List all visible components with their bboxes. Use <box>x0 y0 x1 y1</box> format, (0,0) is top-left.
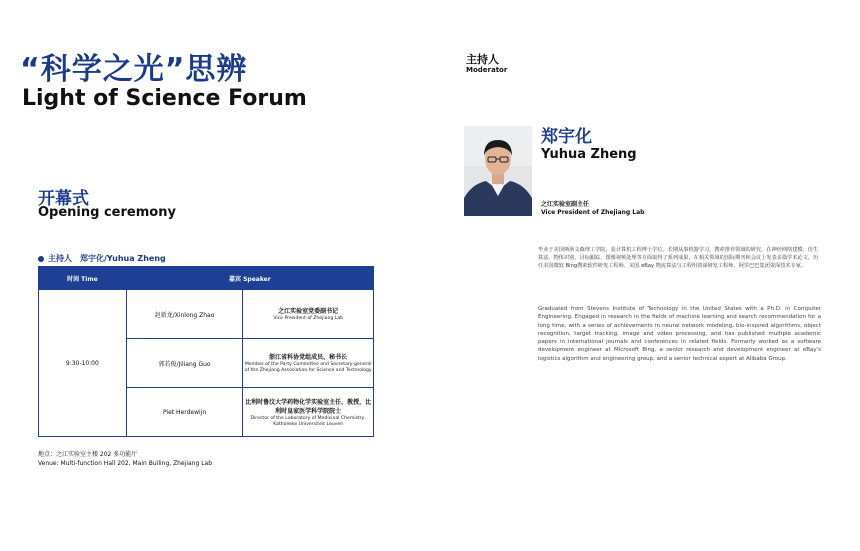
bullet-icon <box>38 256 44 262</box>
speaker-role-cn: 浙江省科协党组成员、秘书长 <box>269 354 348 362</box>
venue-cn: 地点：之江实验室主楼 202 多功能厅 <box>38 451 138 458</box>
portrait-image <box>464 126 532 216</box>
table-row <box>39 290 374 339</box>
schedule-table <box>38 266 374 437</box>
speaker-role-en: Vice President of Zhejiang Lab <box>273 316 344 322</box>
moderator-position-cn: 之江实验室副主任 <box>541 201 590 208</box>
opening-title-en: Opening ceremony <box>38 205 176 220</box>
moderator-name-en: Yuhua Zheng <box>541 147 637 162</box>
speaker-name: 郭若俊/Jiliang Guo <box>126 339 243 388</box>
moderator-name-cn: 郑宇化 <box>541 127 592 147</box>
speaker-role <box>243 339 374 388</box>
moderator-label-en: Moderator <box>466 66 508 74</box>
speaker-name: Piet Herdewijn <box>126 388 243 437</box>
moderator-position-en: Vice President of Zhejiang Lab <box>541 209 645 216</box>
schedule-header-row <box>39 267 374 290</box>
moderator-bio-en: Graduated from Stevens Institute of Technology in the United States with a Ph.D. in Computer Engineering. Engaged in research in the fields of machine learning and search recommendation for a long time, with a series of achievements in neural network modeling, bio-inspired algorithms, object recognition, target tracking, image and video processing, and has published multiple academic papers in international journals and conferences in related fields. Formerly worked as a software development engineer at Microsoft Bing, a senior research and development engineer at eBay's logistics algorithm and engineering group, and a senior technical expert at Alibaba Group. <box>538 306 821 362</box>
forum-title-cn: “科学之光”思辨 <box>20 52 248 87</box>
venue <box>38 451 212 468</box>
speaker-role-en: Director of the Laboratory of Medicinal Chemistry, Katholieke Universiteit Leuven <box>250 415 366 427</box>
opening-host <box>38 253 166 264</box>
moderator-bio-cn: 毕业于美国斯蒂文森理工学院，获计算机工程博士学位。长期从事机器学习、搜索推荐领域的研究，在神经网络建模、仿生算法、物体识别、目标跟踪、图像视频处理等方面取得了系列成果，在相关领域的国际期刊和会议上发表多篇学术论文。历任美国微软 Bing搜索软件研发工程师、美国 eBay 物流算法与工程组资深研发工程师、阿里巴巴集团资深技术专家。 <box>538 247 819 270</box>
speaker-name: 赵新龙/Xinlong Zhao <box>126 290 243 339</box>
speaker-role <box>243 388 374 437</box>
speaker-role <box>243 290 374 339</box>
moderator-label-cn: 主持人 <box>466 53 499 66</box>
opening-title-cn: 开幕式 <box>38 189 89 209</box>
col-speaker-header: 嘉宾 Speaker <box>126 267 373 290</box>
time-cell: 9:30-10:00 <box>39 290 127 437</box>
speaker-role-cn: 比利时鲁汶大学药物化学实验室主任、教授，比利时皇家医学科学院院士 <box>245 398 372 415</box>
opening-host-label: 主持人 郑宇化/Yuhua Zheng <box>48 254 166 263</box>
speaker-role-en: Member of the Party Committee and Secretary-general of the Zhejiang Association for Science and Technology <box>244 362 372 373</box>
venue-en: Venue: Multi-function Hall 202, Main Builing, Zhejiang Lab <box>38 459 213 467</box>
speaker-role-cn: 之江实验室党委副书记 <box>278 308 339 316</box>
forum-title-en: Light of Science Forum <box>22 86 307 111</box>
moderator-photo <box>464 126 532 216</box>
col-time-header: 时间 Time <box>39 267 127 290</box>
